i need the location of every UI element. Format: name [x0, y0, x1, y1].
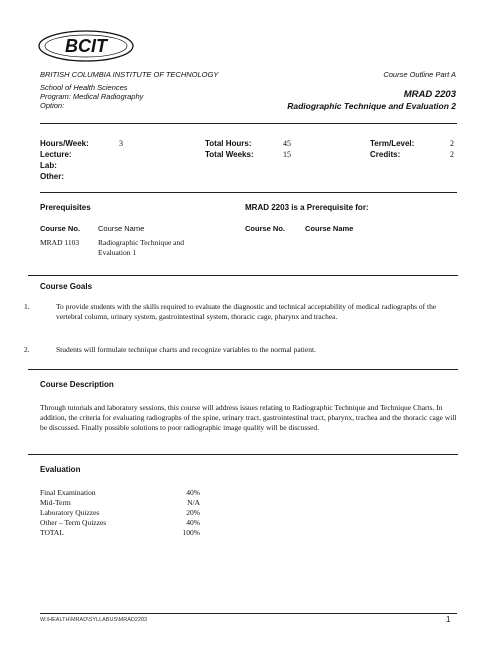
divider [40, 123, 457, 124]
prereq-for-col-name: Course Name [305, 224, 354, 233]
credits-value: 2 [450, 150, 454, 159]
lecture-label: Lecture: [40, 150, 72, 159]
evaluation-value: 100% [182, 528, 200, 537]
option-label: Option: [40, 101, 65, 110]
evaluation-row [40, 518, 200, 528]
other-label: Other: [40, 172, 64, 181]
evaluation-label: Other – Term Quizzes [40, 518, 107, 527]
hours-week-value: 3 [119, 139, 123, 148]
evaluation-row [40, 528, 200, 538]
evaluation-value: N/A [187, 498, 200, 507]
prereq-col-no: Course No. [40, 224, 81, 233]
goal-item [24, 345, 460, 355]
course-title: Radiographic Technique and Evaluation 2 [287, 101, 456, 111]
institute-name: BRITISH COLUMBIA INSTITUTE OF TECHNOLOGY [40, 70, 219, 79]
evaluation-row [40, 498, 200, 508]
prereq-heading: Prerequisites [40, 203, 91, 212]
prereq-course-name-line1: Radiographic Technique and [98, 238, 184, 247]
evaluation-label: TOTAL [40, 528, 64, 537]
evaluation-value: 20% [186, 508, 200, 517]
prereq-for-col-no: Course No. [245, 224, 286, 233]
prereq-course-name-line2: Evaluation 1 [98, 248, 137, 257]
page-number: 1 [446, 615, 451, 624]
description-text: Through tutorials and laboratory sessions, this course will address issues relating to Radiographic Technique and Technique Charts. In addition, the criteria for evaluating radiographs of the spine, urinary tract, gastrointestinal tract, pharynx, trachea and the thoracic cage will be discussed. Finally possible solutions to poor radiographic image quality will be discussed. [40, 403, 457, 432]
svg-text:BCIT: BCIT [65, 36, 107, 56]
evaluation-value: 40% [186, 488, 200, 497]
goal-text: Students will formulate technique charts and recognize variables to the normal patient. [56, 345, 316, 354]
evaluation-heading: Evaluation [40, 465, 81, 474]
prereq-course-no: MRAD 1103 [40, 238, 80, 247]
evaluation-label: Mid-Term [40, 498, 71, 507]
goals-heading: Course Goals [40, 282, 93, 291]
lab-label: Lab: [40, 161, 57, 170]
prereq-for-heading: MRAD 2203 is a Prerequisite for: [245, 203, 369, 212]
prereq-col-name: Course Name [98, 224, 145, 233]
goal-number: 1. [24, 302, 30, 311]
divider [40, 192, 457, 193]
footer-divider [40, 613, 457, 614]
evaluation-row [40, 488, 200, 498]
total-hours-label: Total Hours: [205, 139, 252, 148]
description-heading: Course Description [40, 380, 114, 389]
total-hours-value: 45 [283, 139, 291, 148]
outline-part: Course Outline Part A [383, 70, 456, 79]
footer-path: W:\HEALTH\MRAD\SYLLABUS\MRAD2203 [40, 617, 148, 623]
divider [28, 275, 458, 276]
program-name: Program: Medical Radiography [40, 92, 144, 101]
evaluation-label: Laboratory Quizzes [40, 508, 100, 517]
bcit-logo [36, 24, 136, 68]
goal-item [24, 302, 460, 322]
total-weeks-label: Total Weeks: [205, 150, 254, 159]
credits-label: Credits: [370, 150, 401, 159]
evaluation-value: 40% [186, 518, 200, 527]
term-label: Term/Level: [370, 139, 415, 148]
course-code: MRAD 2203 [403, 89, 456, 100]
term-value: 2 [450, 139, 454, 148]
divider [28, 369, 458, 370]
goal-number: 2. [24, 345, 30, 354]
evaluation-label: Final Examination [40, 488, 96, 497]
school-name: School of Health Sciences [40, 83, 128, 92]
goal-text: To provide students with the skills required to evaluate the diagnostic and technical acceptability of medical radiographs of the vertebral column, urinary system, gastrointestinal system, thoracic cage, pharynx and trachea. [56, 302, 437, 321]
total-weeks-value: 15 [283, 150, 291, 159]
evaluation-row [40, 508, 200, 518]
evaluation-table [40, 488, 200, 538]
hours-week-label: Hours/Week: [40, 139, 89, 148]
divider [28, 454, 458, 455]
